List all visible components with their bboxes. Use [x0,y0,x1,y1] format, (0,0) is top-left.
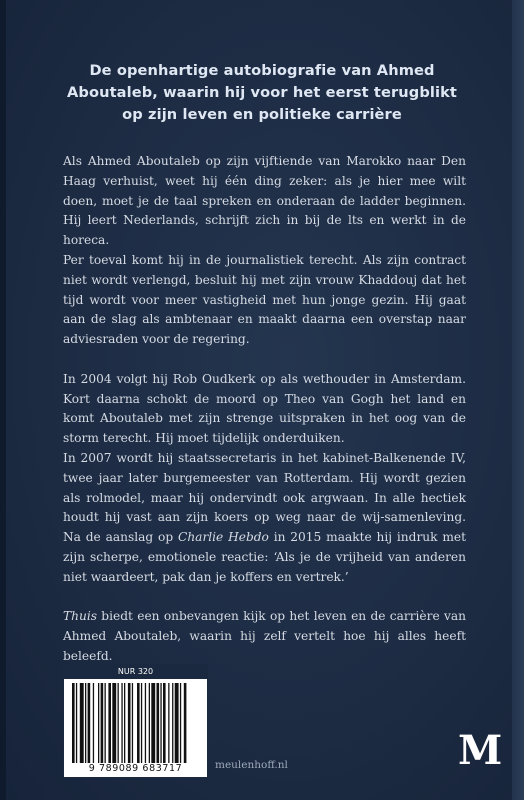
headline-line: op zijn leven en politieke carrière [122,106,402,123]
barcode-bar [124,683,125,763]
blurb-paragraph [63,607,466,666]
barcode-bar [141,683,142,763]
blurb-paragraph [63,449,466,588]
barcode-bar [149,683,150,763]
barcode-bar [180,683,181,763]
blurb-paragraph: In 2004 volgt hij Rob Oudkerk op als wethouder in Amsterdam. Kort daarna schokt de moord op Theo van Gogh het land en komt Aboutaleb met zijn strenge uitspraken in het oog van de storm terecht. Hij moet tijdelijk onderduiken. [63,371,466,446]
nur-label: NUR 320 [64,665,207,679]
barcode-bars [72,683,200,763]
barcode-bar [168,683,169,763]
publisher-url: meulenhoff.nl [215,759,288,771]
isbn-barcode [63,664,208,778]
barcode-bar [151,683,155,763]
blurb-paragraph: Per toeval komt hij in de journalistiek terecht. Als zijn contract niet wordt verlengd, besluit hij met zijn vrouw Khaddouj dat het tijd wordt voor meer vastigheid met hun jonge gezin. Hij gaat aan de slag als ambtenaar en maakt daarna een overstap naar adviesraden voor de regering. [63,252,466,347]
barcode-bar [80,683,84,763]
barcode-bar [145,683,146,763]
blurb-paragraph: Als Ahmed Aboutaleb op zijn vijftiende van Marokko naar Den Haag verhuist, weet hij één ding zeker: als je hier mee wilt doen, moet je de taal spreken en onderaan de ladder beginnen. Hij leert Nederlands, schrijft zich in bij de lts en werkt in de horeca. [63,154,466,248]
blurb-text [63,152,466,667]
barcode-bar [184,683,187,763]
barcode-bar [172,683,173,763]
paragraph-text: biedt een onbevangen kijk op het leven en de carrière van Ahmed Aboutaleb, waarin hij zelf vertelt hoe hij alles heeft beleefd. [63,609,466,663]
headline-line: De openhartige autobiografie van Ahmed [89,62,435,79]
barcode-bar [101,683,104,763]
barcode-bar [108,683,111,763]
barcode-bar [105,683,106,763]
publisher-logo: M [458,727,503,774]
spine-edge [0,0,6,800]
barcode-bar [157,683,160,763]
barcode-bar [137,683,140,763]
barcode-bar [93,683,94,763]
headline-line: Aboutaleb, waarin hij voor het eerst terugblikt [67,84,457,101]
barcode-bar [88,683,91,763]
barcode-bar [72,683,75,763]
barcode-bar [85,683,86,763]
cover-headline [40,60,484,126]
barcode-bar [112,683,116,763]
barcode-bar [160,683,161,763]
paragraph-text: in 2015 maakte hij indruk met zijn scherpe, emotionele reactie: ‘Als je de vrijheid van anderen niet waardeert, pak dan je koffers en vertrek.’ [63,530,466,584]
barcode-bar [118,683,119,763]
page-edge [512,0,524,800]
barcode-bar [121,683,122,763]
italic-title: Charlie Hebdo [178,530,269,545]
barcode-bar [76,683,77,763]
barcode-bar [98,683,99,763]
barcode-bar [128,683,131,763]
book-title-italic: Thuis [63,609,97,624]
barcode-bar [132,683,133,763]
paragraph-text: In 2007 wordt hij staatssecretaris in het kabinet-Balkenende IV, twee jaar later burgemeester van Rotterdam. Hij wordt gezien als rolmodel, maar hij ondervindt ook argwaan. In alle hectiek houdt hij vast aan zijn koers op weg naar de wij-samenleving. Na de aanslag op [63,450,466,545]
barcode-bar [163,683,166,763]
barcode-bar [175,683,179,763]
isbn-number: 9 789089 683717 [88,763,183,774]
